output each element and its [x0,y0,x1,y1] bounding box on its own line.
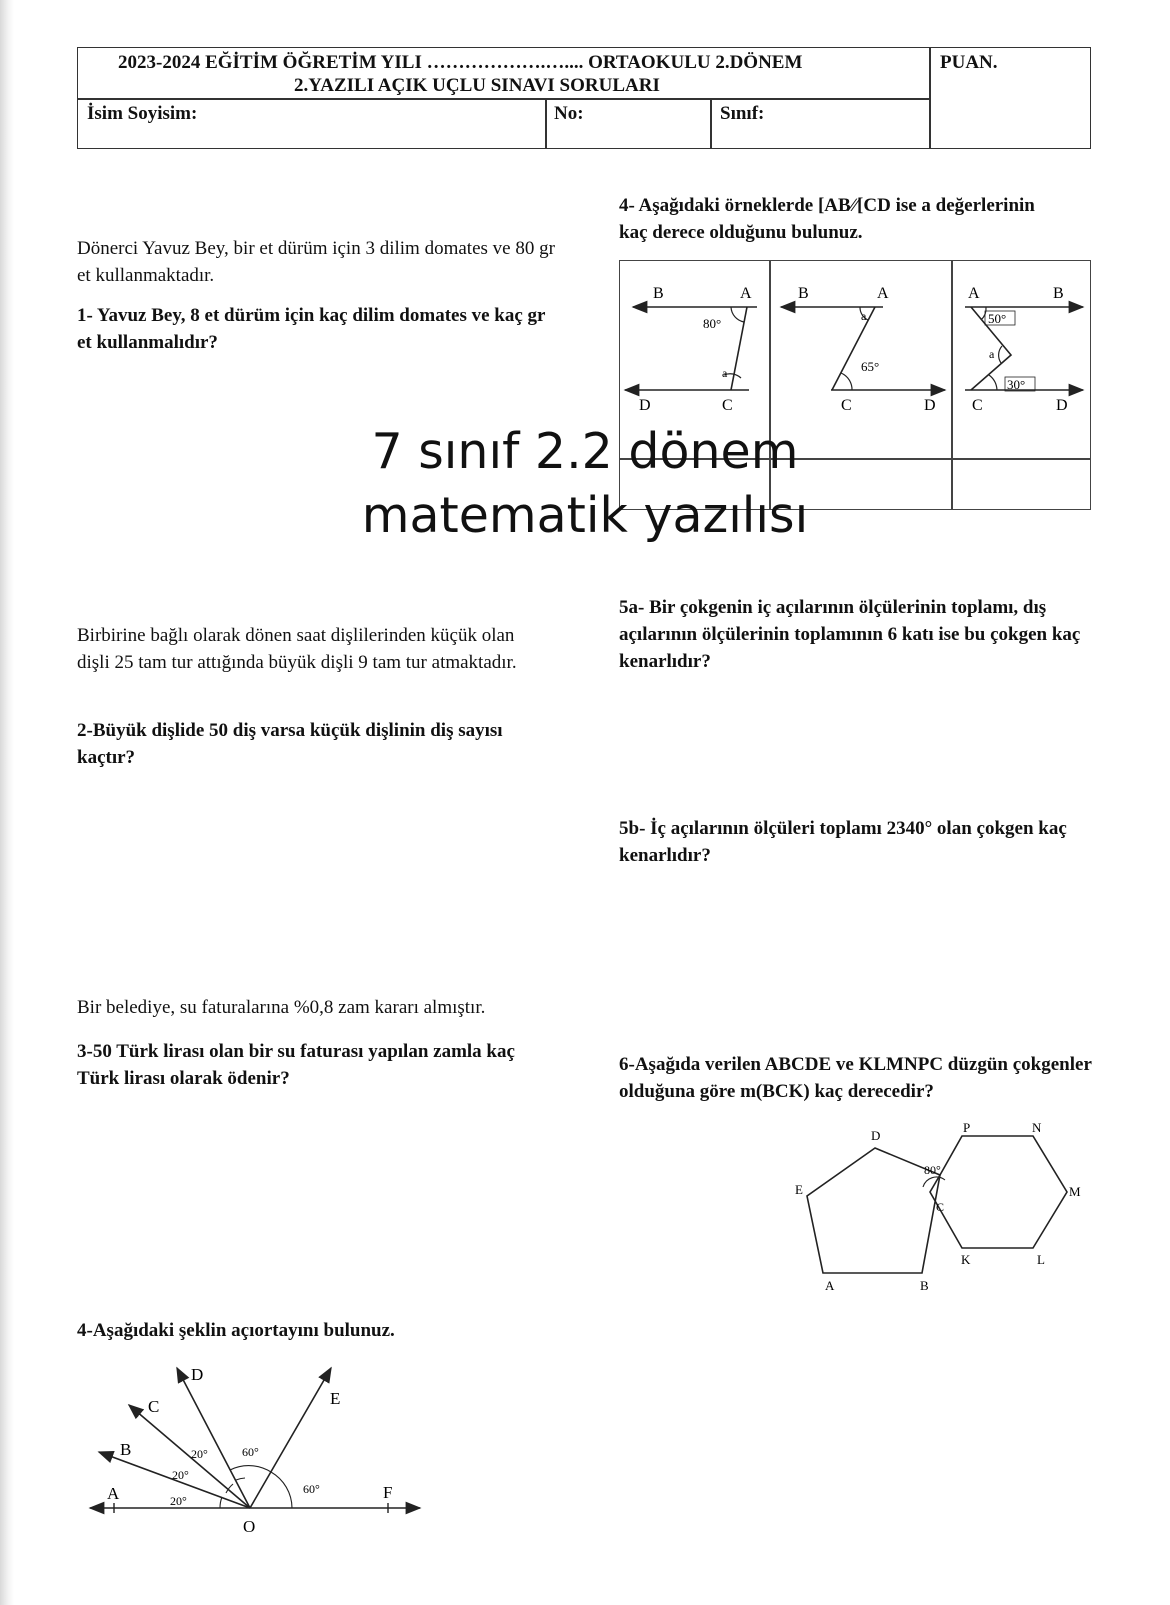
poly-label-l: L [1037,1252,1045,1267]
parallel-figures-svg [619,260,1091,440]
fig3-label-a: A [968,285,980,302]
bis-label-a: A [107,1484,120,1503]
fig2-label-a: A [877,285,889,302]
question-4-bisector: 4-Aşağıdaki şeklin açıortayını bulunuz. [77,1320,395,1341]
page-edge-shadow [0,0,14,1605]
bis-label-d: D [191,1365,204,1384]
polygons-figure [795,1118,1095,1293]
q2-context: Birbirine bağlı olarak dönen saat dişlilerinden küçük olan dişli 25 tam tur attığında büyük dişli 9 tam tur atmaktadır. [77,625,517,673]
fig1-label-a: A [740,285,752,302]
bis-angle-boc: 20° [172,1468,189,1482]
bis-label-e: E [330,1389,341,1408]
fig3-label-b: B [1053,285,1064,302]
header-title-line2: 2.YAZILI AÇIK UÇLU SINAVI SORULARI [294,75,660,96]
figure-1 [625,285,757,414]
fig2-label-b: B [798,285,809,302]
class-label: Sınıf: [720,103,765,124]
bis-angle-eof: 60° [303,1482,320,1496]
fig2-angle-65: 65° [861,359,880,374]
question-5a: 5a- Bir çokgenin iç açılarının ölçülerinin toplamı, dış açılarının ölçülerinin toplamının 6 katı ise bu çokgen kaç kenarlıdır? [619,597,1081,672]
poly-label-b: B [920,1278,929,1293]
poly-label-d: D [871,1128,881,1143]
q3-context: Bir belediye, su faturalarına %0,8 zam kararı almıştır. [77,997,486,1018]
bis-angle-aob: 20° [170,1494,187,1508]
bis-label-c: C [148,1397,160,1416]
name-label: İsim Soyisim: [87,103,198,124]
bis-angle-cod: 20° [191,1447,208,1461]
question-3: 3-50 Türk lirası olan bir su faturası yapılan zamla kaç Türk lirası olarak ödenir? [77,1041,515,1089]
fig1-label-c: C [722,397,733,414]
header-divider [710,98,712,148]
fig3-label-c: C [972,397,983,414]
fig1-label-b: B [653,285,664,302]
bis-label-b: B [120,1440,132,1459]
fig3-angle-30: 30° [1007,377,1026,392]
question-2: 2-Büyük dişlide 50 diş varsa küçük dişlinin diş sayısı kaçtır? [77,720,503,768]
bis-label-f: F [383,1483,393,1502]
header-divider [929,48,931,148]
figure-2 [781,285,945,414]
poly-label-p: P [963,1120,971,1135]
question-4-parallel: 4- Aşağıdaki örneklerde [AB∕∕[CD ise a değerlerinin kaç derece olduğunu bulunuz. [619,195,1035,243]
fig3-angle-a: a [989,347,995,361]
puan-label: PUAN. [940,52,998,73]
fig3-angle-50: 50° [988,311,1007,326]
bis-angle-doe: 60° [242,1445,259,1459]
fig3-label-d: D [1056,397,1068,414]
question-5b: 5b- İç açılarının ölçüleri toplamı 2340° olan çokgen kaç kenarlıdır? [619,818,1067,866]
header-title-line1: 2023-2024 EĞİTİM ÖĞRETİM YILI ……………….….... ORTAOKULU 2.DÖNEM [118,52,803,73]
bisector-figure [85,1358,425,1538]
poly-label-k: K [961,1252,971,1267]
question-1: 1- Yavuz Bey, 8 et dürüm için kaç dilim domates ve kaç gr et kullanmalıdır? [77,305,546,353]
poly-label-c: C [936,1200,945,1214]
fig2-angle-a: a [861,309,867,323]
poly-label-n: N [1032,1120,1042,1135]
poly-label-e: E [795,1182,803,1197]
overlay-title-line2: matematik yazılısı [361,487,809,544]
header-divider [545,98,547,148]
fig1-angle-80: 80° [703,316,722,331]
fig1-angle-a: a [722,366,728,380]
exam-header-table [77,47,1091,149]
overlay-title-line1: 7 sınıf 2.2 dönem [371,423,799,480]
fig2-label-d: D [924,397,936,414]
poly-angle-80: 80° [924,1163,941,1177]
question-6: 6-Aşağıda verilen ABCDE ve KLMNPC düzgün çokgenler olduğuna göre m(BCK) kaç derecedir? [619,1054,1092,1102]
poly-label-m: M [1069,1184,1081,1199]
bis-label-o: O [243,1517,256,1536]
poly-label-a: A [825,1278,835,1293]
fig1-label-d: D [639,397,651,414]
fig2-label-c: C [841,397,852,414]
figure-3 [965,285,1083,414]
number-label: No: [554,103,584,124]
q1-context: Dönerci Yavuz Bey, bir et dürüm için 3 dilim domates ve 80 gr et kullanmaktadır. [77,238,555,286]
header-divider [78,98,929,100]
